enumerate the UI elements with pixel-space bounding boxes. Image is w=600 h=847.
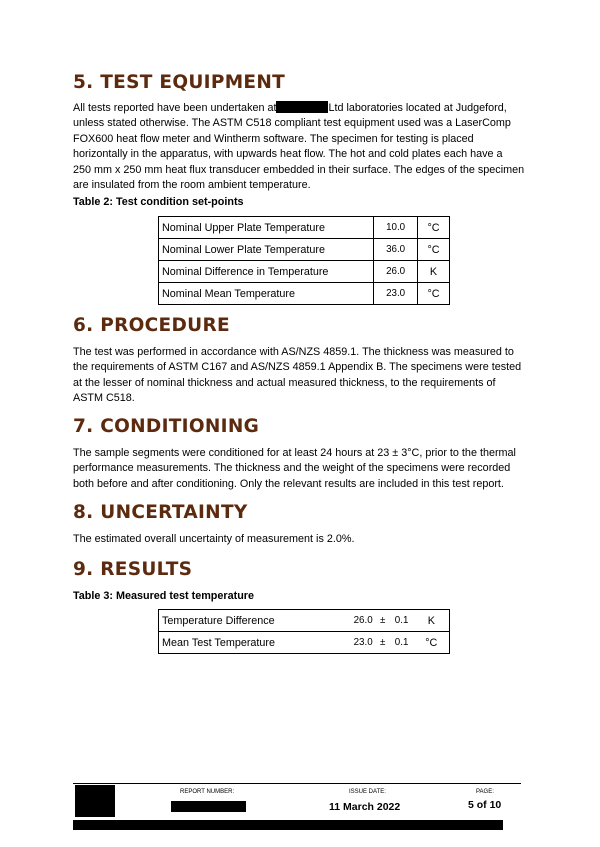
paragraph-line: unless stated otherwise. The ASTM C518 compliant test equipment used was a LaserComp — [73, 117, 511, 130]
section-heading-test-equipment: 5. TEST EQUIPMENT — [73, 72, 286, 93]
setpoint-unit: °C — [418, 217, 450, 239]
setpoints-table — [158, 216, 450, 305]
section-heading-conditioning: 7. CONDITIONING — [73, 416, 260, 437]
result-label: Mean Test Temperature — [162, 636, 276, 649]
section-heading-procedure: 6. PROCEDURE — [73, 315, 230, 336]
setpoint-label: Nominal Lower Plate Temperature — [159, 239, 374, 261]
table-row — [159, 632, 450, 654]
result-unit: K — [414, 610, 450, 632]
result-value: 23.0 — [353, 637, 373, 648]
setpoint-value: 26.0 — [374, 261, 418, 283]
result-tolerance: 0.1 — [394, 637, 409, 648]
table-row — [159, 217, 450, 239]
setpoint-unit: K — [418, 261, 450, 283]
page-label: PAGE: — [476, 789, 494, 795]
paragraph-line: 250 mm x 250 mm heat flux transducer embedded in their surface. The edges of the specimen — [73, 163, 525, 176]
footer-top-rule — [73, 783, 521, 784]
result-unit: °C — [425, 636, 438, 649]
paragraph-line: are insulated from the room ambient temperature. — [73, 179, 311, 192]
setpoint-value: 10.0 — [374, 217, 418, 239]
section-heading-uncertainty: 8. UNCERTAINTY — [73, 502, 248, 523]
result-label: Temperature Difference — [159, 610, 342, 632]
setpoint-label: Nominal Upper Plate Temperature — [159, 217, 374, 239]
paragraph-line: the requirements of ASTM C167 and AS/NZS 4859.1 Appendix B. The specimens were tested — [73, 361, 522, 374]
setpoint-label: Nominal Difference in Temperature — [159, 261, 374, 283]
paragraph-line: FOX600 heat flow meter and Wintherm software. The specimen for testing is placed — [73, 132, 474, 145]
issue-date-label: ISSUE DATE: — [349, 789, 386, 795]
paragraph-line: both before and after conditioning. Only the relevant results are included in this test report. — [73, 477, 504, 490]
table-row — [159, 283, 450, 305]
paragraph-line: horizontally in the apparatus, with upwards heat flow. The hot and cold plates each have a — [73, 148, 503, 161]
issue-date-value: 11 March 2022 — [329, 801, 401, 813]
table-row — [159, 239, 450, 261]
test-equipment-paragraph — [73, 101, 528, 193]
section-heading-results: 9. RESULTS — [73, 559, 193, 580]
table-3-caption: Table 3: Measured test temperature — [73, 590, 255, 602]
report-number-label: REPORT NUMBER: — [180, 789, 235, 795]
page-number: 5 of 10 — [468, 799, 502, 811]
footer-bottom-bar — [73, 820, 503, 830]
conditioning-paragraph — [73, 446, 528, 492]
footer-logo-redacted — [75, 785, 115, 817]
paragraph-line: ASTM C518. — [73, 392, 135, 405]
measured-temperature-table — [158, 609, 450, 654]
setpoint-value: 23.0 — [374, 283, 418, 305]
setpoint-unit: °C — [418, 239, 450, 261]
plus-minus-sign: ± — [379, 637, 386, 648]
procedure-paragraph — [73, 345, 528, 407]
plus-minus-sign: ± — [376, 610, 390, 632]
report-number-redacted — [171, 801, 246, 812]
paragraph-line: All tests reported have been undertaken at Ltd laboratories located at Judgeford, — [73, 102, 507, 114]
table-2-caption: Table 2: Test condition set-points — [73, 196, 244, 208]
table-row — [159, 610, 450, 632]
setpoint-unit: °C — [418, 283, 450, 305]
setpoint-value: 36.0 — [374, 239, 418, 261]
table-row — [159, 261, 450, 283]
result-tolerance: 0.1 — [390, 610, 414, 632]
uncertainty-text: The estimated overall uncertainty of measurement is 2.0%. — [73, 533, 355, 545]
paragraph-line: performance measurements. The thickness and the weight of the specimens were recorded — [73, 462, 511, 475]
result-value: 26.0 — [342, 610, 376, 632]
paragraph-line: The sample segments were conditioned for at least 24 hours at 23 ± 3°C, prior to the thermal — [73, 447, 516, 459]
paragraph-line: The test was performed in accordance with AS/NZS 4859.1. The thickness was measured to — [73, 346, 514, 358]
setpoint-label: Nominal Mean Temperature — [159, 283, 374, 305]
redaction-box — [276, 101, 328, 113]
paragraph-line: at the lesser of nominal thickness and actual measured thickness, to the requirements of — [73, 376, 496, 389]
